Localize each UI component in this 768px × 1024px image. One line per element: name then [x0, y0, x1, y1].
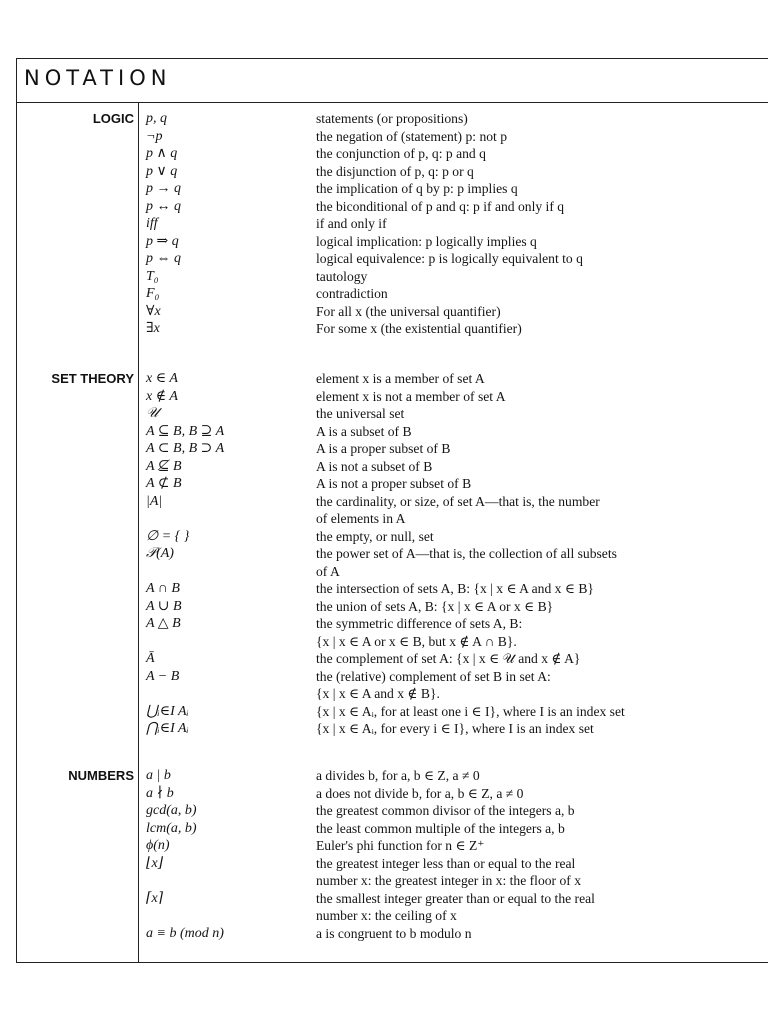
column-divider	[138, 102, 139, 963]
notation-description: Euler's phi function for n ∈ Z⁺	[316, 838, 485, 853]
notation-description: {x | x ∈ Aᵢ, for every i ∈ I}, where I is an index set	[316, 721, 594, 736]
notation-symbol: p ∧ q	[146, 146, 178, 161]
section-title-logic: LOGIC	[92, 111, 134, 126]
notation-symbol: A − B	[146, 668, 180, 684]
notation-symbol: T₀	[146, 268, 159, 284]
notation-symbol: ∀x	[146, 303, 161, 319]
notation-symbol: a | b	[146, 768, 171, 783]
notation-description: {x | x ∈ A and x ∉ B}.	[316, 686, 440, 701]
notation-symbol: p ⇒ q	[146, 233, 179, 249]
bottom-rule	[16, 962, 768, 963]
notation-symbol: p → q	[146, 181, 181, 196]
notation-symbol: ⋂ᵢ∈I Aᵢ	[146, 721, 189, 736]
notation-description: if and only if	[316, 216, 387, 231]
notation-symbol: A △ B	[146, 616, 181, 631]
notation-description: the greatest integer less than or equal to the real	[316, 855, 576, 871]
notation-symbol: p ∨ q	[146, 163, 178, 179]
notation-description: A is a proper subset of B	[316, 441, 451, 456]
notation-symbol: ∅ = { }	[146, 528, 190, 544]
notation-symbol: ⌊x⌋	[146, 855, 164, 871]
notation-symbol: x ∉ A	[146, 388, 178, 404]
notation-description: a divides b, for a, b ∈ Z, a ≠ 0	[316, 768, 480, 783]
notation-description: A is not a proper subset of B	[316, 476, 472, 491]
notation-description: the intersection of sets A, B: {x | x ∈ A and x ∈ B}	[316, 581, 594, 596]
notation-description: A is a subset of B	[316, 423, 412, 439]
notation-symbol: iff	[146, 216, 158, 231]
header-bottom-rule	[16, 102, 768, 103]
notation-description: contradiction	[316, 286, 388, 301]
page-title: NOTATION	[24, 66, 172, 90]
section-title-set-theory: SET THEORY	[51, 371, 134, 386]
notation-symbol: lcm(a, b)	[146, 820, 197, 836]
section-title-numbers: NUMBERS	[68, 768, 134, 783]
notation-description: the cardinality, or size, of set A—that is, the number	[316, 493, 600, 509]
notation-description: the greatest common divisor of the integers a, b	[316, 803, 575, 818]
notation-description: the smallest integer greater than or equal to the real	[316, 890, 595, 906]
notation-description: the empty, or null, set	[316, 528, 434, 544]
notation-symbol: A ⊈ B	[146, 458, 182, 474]
notation-description: a does not divide b, for a, b ∈ Z, a ≠ 0	[316, 785, 524, 801]
notation-symbol: p ↔ q	[146, 198, 181, 214]
notation-symbol: ∃x	[146, 321, 160, 336]
notation-description: A is not a subset of B	[316, 458, 433, 474]
notation-symbol: a ≡ b (mod n)	[146, 925, 224, 941]
notation-symbol: A ∩ B	[146, 581, 180, 596]
notation-description: {x | x ∈ Aᵢ, for at least one i ∈ I}, where I is an index set	[316, 703, 625, 719]
notation-description: the complement of set A: {x | x ∈ 𝒰 and x ∉ A}	[316, 651, 581, 666]
notation-symbol: F₀	[146, 286, 160, 301]
notation-symbol: a ∤ b	[146, 785, 174, 801]
notation-description: the symmetric difference of sets A, B:	[316, 616, 523, 631]
notation-description: element x is a member of set A	[316, 371, 485, 386]
notation-description: the (relative) complement of set B in set A:	[316, 668, 551, 684]
notation-description: the biconditional of p and q: p if and only if q	[316, 198, 565, 214]
notation-description: tautology	[316, 268, 368, 284]
notation-symbol: p, q	[146, 111, 167, 126]
notation-description: the power set of A—that is, the collection of all subsets	[316, 546, 617, 561]
notation-symbol: A ⊄ B	[146, 476, 182, 491]
notation-description: logical implication: p logically implies q	[316, 233, 537, 249]
notation-description: the union of sets A, B: {x | x ∈ A or x ∈ B}	[316, 598, 554, 614]
notation-description: the universal set	[316, 406, 405, 421]
notation-symbol: ¬p	[146, 128, 163, 144]
notation-description: the conjunction of p, q: p and q	[316, 146, 486, 161]
notation-description: number x: the ceiling of x	[316, 908, 457, 923]
notation-description: of elements in A	[316, 511, 406, 526]
notation-symbol: p ⇔ q	[146, 251, 181, 266]
notation-symbol: x ∈ A	[146, 371, 178, 386]
notation-description: {x | x ∈ A or x ∈ B, but x ∉ A ∩ B}.	[316, 633, 517, 649]
notation-symbol: ϕ(n)	[146, 838, 170, 853]
notation-symbol: gcd(a, b)	[146, 803, 197, 818]
notation-symbol: ⌈x⌉	[146, 890, 164, 906]
notation-description: For all x (the universal quantifier)	[316, 303, 501, 319]
notation-description: logical equivalence: p is logically equivalent to q	[316, 251, 583, 266]
notation-symbol: 𝒫(A)	[146, 546, 174, 561]
notation-symbol: A ∪ B	[146, 598, 182, 614]
left-border	[16, 58, 17, 963]
notation-symbol: Ā	[146, 651, 155, 666]
notation-symbol: |A|	[146, 493, 163, 509]
notation-description: the implication of q by p: p implies q	[316, 181, 518, 196]
notation-description: number x: the greatest integer in x: the floor of x	[316, 873, 581, 888]
notation-description: the negation of (statement) p: not p	[316, 128, 508, 144]
notation-description: a is congruent to b modulo n	[316, 925, 472, 941]
top-rule	[16, 58, 768, 59]
notation-description: the least common multiple of the integers a, b	[316, 820, 565, 836]
notation-symbol: A ⊆ B, B ⊇ A	[146, 423, 225, 439]
notation-description: of A	[316, 563, 340, 579]
notation-description: the disjunction of p, q: p or q	[316, 163, 474, 179]
notation-symbol: 𝒰	[146, 406, 159, 421]
notation-symbol: A ⊂ B, B ⊃ A	[146, 441, 225, 456]
notation-symbol: ⋃ᵢ∈I Aᵢ	[146, 703, 189, 719]
notation-description: statements (or propositions)	[316, 111, 468, 126]
notation-description: element x is not a member of set A	[316, 388, 506, 404]
notation-description: For some x (the existential quantifier)	[316, 321, 522, 336]
